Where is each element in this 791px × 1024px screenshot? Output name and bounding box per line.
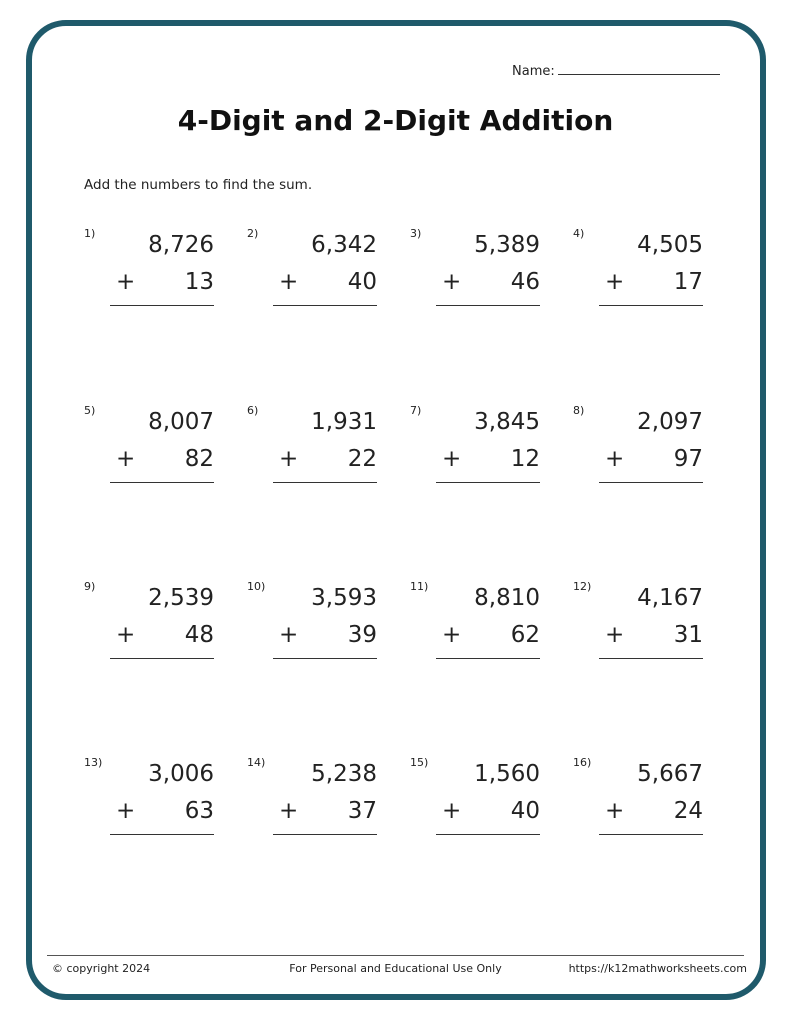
plus-sign: + xyxy=(116,622,136,648)
plus-sign: + xyxy=(116,798,136,824)
problem-13 xyxy=(84,756,214,836)
plus-sign: + xyxy=(279,269,299,295)
plus-sign: + xyxy=(279,446,299,472)
answer-line xyxy=(599,658,703,659)
problem-bottom-number: 12 xyxy=(510,446,540,472)
problem-bottom-number: 46 xyxy=(510,269,540,295)
answer-line xyxy=(436,482,540,483)
problem-bottom-number: 13 xyxy=(184,269,214,295)
problem-top-number: 8,726 xyxy=(148,232,214,258)
answer-line xyxy=(110,482,214,483)
problem-number: 14) xyxy=(247,756,266,769)
answer-line xyxy=(273,834,377,835)
problem-bottom-number: 48 xyxy=(184,622,214,648)
instructions-text: Add the numbers to find the sum. xyxy=(84,177,313,193)
problem-11 xyxy=(410,580,540,660)
answer-line xyxy=(599,305,703,306)
name-label: Name: xyxy=(512,64,555,79)
problem-top-number: 2,097 xyxy=(637,409,703,435)
problem-9 xyxy=(84,580,214,660)
problem-number: 8) xyxy=(573,404,585,417)
problem-top-number: 1,560 xyxy=(474,761,540,787)
problem-top-number: 5,389 xyxy=(474,232,540,258)
problem-16 xyxy=(573,756,703,836)
problem-top-number: 8,007 xyxy=(148,409,214,435)
footer-copyright: © copyright 2024 xyxy=(52,962,151,975)
answer-line xyxy=(436,834,540,835)
problem-top-number: 3,006 xyxy=(148,761,214,787)
problem-bottom-number: 40 xyxy=(510,798,540,824)
plus-sign: + xyxy=(605,798,625,824)
problem-bottom-number: 63 xyxy=(184,798,214,824)
problem-3 xyxy=(410,227,540,307)
problem-8 xyxy=(573,404,703,484)
problem-bottom-number: 37 xyxy=(347,798,377,824)
problem-top-number: 1,931 xyxy=(311,409,377,435)
plus-sign: + xyxy=(442,798,462,824)
problem-bottom-number: 62 xyxy=(510,622,540,648)
answer-line xyxy=(110,658,214,659)
answer-line xyxy=(273,482,377,483)
name-blank-line[interactable] xyxy=(558,61,720,75)
plus-sign: + xyxy=(605,622,625,648)
problem-number: 7) xyxy=(410,404,422,417)
problem-number: 16) xyxy=(573,756,592,769)
problem-1 xyxy=(84,227,214,307)
problem-10 xyxy=(247,580,377,660)
problem-number: 10) xyxy=(247,580,266,593)
problem-top-number: 3,593 xyxy=(311,585,377,611)
problem-6 xyxy=(247,404,377,484)
problem-number: 3) xyxy=(410,227,422,240)
name-field[interactable] xyxy=(512,61,720,79)
problem-number: 12) xyxy=(573,580,592,593)
answer-line xyxy=(436,658,540,659)
plus-sign: + xyxy=(605,269,625,295)
problem-bottom-number: 39 xyxy=(347,622,377,648)
footer-url-link[interactable]: https://k12mathworksheets.com xyxy=(568,962,747,975)
problem-5 xyxy=(84,404,214,484)
worksheet-title: 4-Digit and 2-Digit Addition xyxy=(177,104,614,137)
problem-bottom-number: 24 xyxy=(673,798,703,824)
problem-number: 6) xyxy=(247,404,259,417)
plus-sign: + xyxy=(442,269,462,295)
plus-sign: + xyxy=(442,622,462,648)
problem-number: 15) xyxy=(410,756,429,769)
problem-15 xyxy=(410,756,540,836)
answer-line xyxy=(599,482,703,483)
problem-number: 4) xyxy=(573,227,585,240)
plus-sign: + xyxy=(442,446,462,472)
problem-bottom-number: 22 xyxy=(347,446,377,472)
problem-number: 11) xyxy=(410,580,429,593)
problem-top-number: 2,539 xyxy=(148,585,214,611)
problem-number: 5) xyxy=(84,404,96,417)
footer-divider xyxy=(47,955,744,956)
problem-bottom-number: 82 xyxy=(184,446,214,472)
problem-number: 1) xyxy=(84,227,96,240)
problem-bottom-number: 97 xyxy=(673,446,703,472)
plus-sign: + xyxy=(605,446,625,472)
plus-sign: + xyxy=(116,269,136,295)
problem-bottom-number: 17 xyxy=(673,269,703,295)
problem-number: 2) xyxy=(247,227,259,240)
plus-sign: + xyxy=(279,798,299,824)
problem-bottom-number: 40 xyxy=(347,269,377,295)
problem-14 xyxy=(247,756,377,836)
problem-top-number: 3,845 xyxy=(474,409,540,435)
problem-top-number: 5,667 xyxy=(637,761,703,787)
problem-top-number: 8,810 xyxy=(474,585,540,611)
answer-line xyxy=(273,658,377,659)
problem-number: 13) xyxy=(84,756,103,769)
problem-7 xyxy=(410,404,540,484)
problem-top-number: 6,342 xyxy=(311,232,377,258)
problem-2 xyxy=(247,227,377,307)
plus-sign: + xyxy=(279,622,299,648)
footer-usage-note: For Personal and Educational Use Only xyxy=(289,962,502,975)
answer-line xyxy=(273,305,377,306)
problem-top-number: 4,505 xyxy=(637,232,703,258)
plus-sign: + xyxy=(116,446,136,472)
answer-line xyxy=(436,305,540,306)
problem-top-number: 4,167 xyxy=(637,585,703,611)
problem-12 xyxy=(573,580,703,660)
problem-top-number: 5,238 xyxy=(311,761,377,787)
answer-line xyxy=(599,834,703,835)
problem-bottom-number: 31 xyxy=(673,622,703,648)
answer-line xyxy=(110,834,214,835)
answer-line xyxy=(110,305,214,306)
problem-4 xyxy=(573,227,703,307)
problem-number: 9) xyxy=(84,580,96,593)
worksheet-frame xyxy=(26,20,766,1000)
